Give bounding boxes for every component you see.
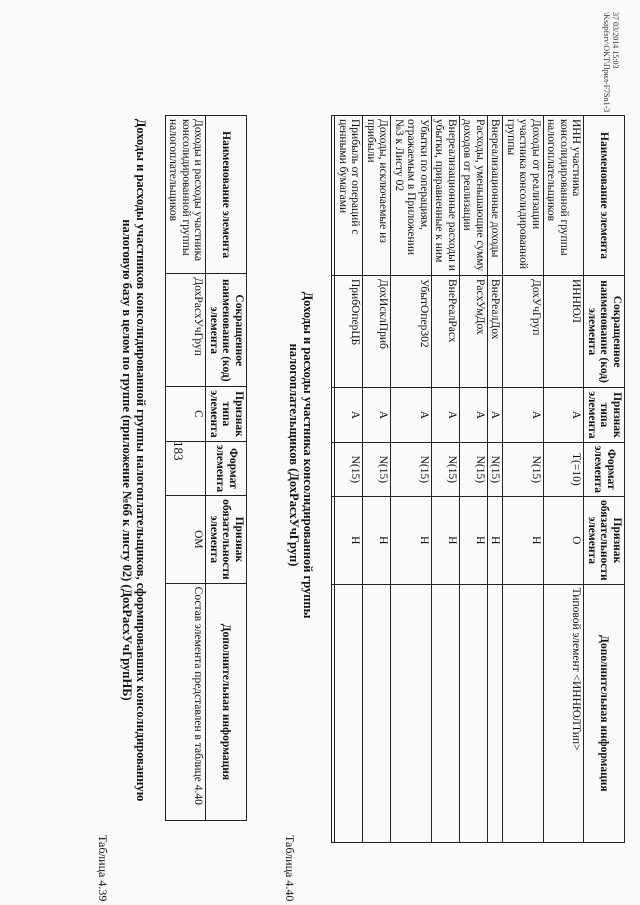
cell-format: N(15) — [460, 442, 488, 496]
header-type: Признак типа элемента — [584, 388, 625, 442]
table-row — [363, 116, 391, 843]
cell-type: А — [391, 388, 432, 442]
cell-name — [332, 116, 335, 276]
cell-format: T(=10) — [544, 442, 585, 496]
header-info: Дополнительная информация — [584, 584, 625, 842]
cell-type: А — [335, 388, 363, 442]
cell-code: ВнеРеалРасх — [432, 276, 460, 388]
table-440-title: Доходы и расходы участника консолидированной группы налогоплательщиков (ДохРасхУчГруп) — [287, 291, 315, 619]
cell-name: Прибыль от операций с ценными бумагами — [335, 116, 363, 276]
footer-line2: \Ksapfsrv\OKT\Прил-F7Sn1-3 — [602, 12, 611, 113]
header-code: Сокращенное наименование (код) элемента — [584, 276, 625, 388]
table-row — [335, 116, 363, 843]
cell-info — [432, 584, 460, 842]
table-row — [544, 116, 585, 843]
table-header-row — [206, 116, 247, 821]
cell-format: N(15) — [432, 442, 460, 496]
cell-name: Доходы, исключаемые из прибыли — [363, 116, 391, 276]
cell-type: А — [460, 388, 488, 442]
table-row — [166, 116, 207, 821]
table-row — [432, 116, 460, 843]
header-code: Сокращенное наименование (код) элемента — [206, 274, 247, 387]
cell-required: Н — [335, 497, 363, 585]
cell-required — [332, 497, 335, 585]
cell-required: ОМ — [166, 496, 207, 584]
cell-name: Расходы, уменьшающие сумму доходов от реализации — [460, 116, 488, 276]
table-row — [332, 116, 335, 843]
cell-code: УбытОпер302 — [391, 276, 432, 388]
header-required: Признак обязательности элемента — [584, 497, 625, 585]
cell-info: Состав элемента представлен в таблице 4.40 — [166, 583, 207, 820]
cell-required: Н — [488, 497, 504, 585]
cell-type: А — [503, 388, 544, 442]
header-format: Формат элемента — [206, 441, 247, 495]
cell-type: С — [166, 387, 207, 441]
table-439-title-line1: Доходы и расходы участников консолидированной группы налогоплательщиков, сформировавших консолидированную — [134, 118, 148, 802]
cell-code: ДохРасхУчГруп — [166, 274, 207, 387]
cell-code: ИННЮЛ — [544, 276, 585, 388]
header-format: Формат элемента — [584, 442, 625, 496]
table-header-row — [584, 116, 625, 843]
table-439 — [165, 115, 247, 821]
header-type: Признак типа элемента — [206, 387, 247, 441]
cell-info — [488, 584, 504, 842]
cell-required: Н — [432, 497, 460, 585]
cell-required: Н — [391, 497, 432, 585]
cell-code: ДохУчГруп — [503, 276, 544, 388]
table-row — [460, 116, 488, 843]
cell-info — [363, 584, 391, 842]
cell-format: N(15) — [335, 442, 363, 496]
cell-format: N(15) — [363, 442, 391, 496]
cell-name: ИНН участника консолидированной группы налогоплательщиков — [544, 116, 585, 276]
cell-type — [332, 388, 335, 442]
cell-name: Убытки по операциям, отражаемым в Приложении №3 к Листу 02 — [391, 116, 432, 276]
cell-format: N(15) — [503, 442, 544, 496]
cell-info — [460, 584, 488, 842]
cell-format: N(15) — [488, 442, 504, 496]
cell-info: Типовой элемент <ИННЮЛТип> — [544, 584, 585, 842]
cell-format: N(15) — [391, 442, 432, 496]
cell-required: Н — [460, 497, 488, 585]
cell-code: ДохИсклПриб — [363, 276, 391, 388]
cell-format — [332, 442, 335, 496]
header-name: Наименование элемента — [584, 116, 625, 276]
table-439-title — [120, 105, 148, 815]
table-row — [488, 116, 504, 843]
cell-code: РасхУмДох — [460, 276, 488, 388]
table-439-label: Таблица 4.39 — [96, 835, 110, 902]
header-name: Наименование элемента — [206, 116, 247, 274]
cell-code — [332, 276, 335, 388]
cell-required: Н — [363, 497, 391, 585]
cell-name: Внереализационные доходы — [488, 116, 504, 276]
table-440-label: Таблица 4.40 — [283, 835, 297, 902]
header-required: Признак обязательности элемента — [206, 496, 247, 584]
table-row — [391, 116, 432, 843]
footer-line1: 37 03/2014 15:03 — [611, 12, 620, 69]
page-number: 183 — [171, 441, 186, 461]
cell-code: ВнеРеалДох — [488, 276, 504, 388]
cell-name: Внереализационные расходы и убытки, приравненные к ним — [432, 116, 460, 276]
cell-type: А — [488, 388, 504, 442]
footer-stamp — [602, 12, 620, 112]
cell-type: А — [544, 388, 585, 442]
cell-name: Доходы от реализации участника консолидированной группы — [503, 116, 544, 276]
cell-required: О — [544, 497, 585, 585]
cell-format — [166, 441, 207, 495]
cell-code: ПрибОперЦБ — [335, 276, 363, 388]
table-439-title-line2: налоговую базу в целом по группе (приложение №6б к листу 02) (ДохРасхУчГрупНБ) — [120, 219, 134, 701]
cell-info — [332, 584, 335, 842]
table-440 — [332, 115, 626, 843]
cell-type: А — [363, 388, 391, 442]
cell-info — [391, 584, 432, 842]
cell-required: Н — [503, 497, 544, 585]
cell-info — [503, 584, 544, 842]
cell-type: А — [432, 388, 460, 442]
cell-info — [335, 584, 363, 842]
table-row — [503, 116, 544, 843]
header-info: Дополнительная информация — [206, 583, 247, 820]
cell-name: Доходы и расходы участника консолидированной группы налогоплательщиков — [166, 116, 207, 274]
